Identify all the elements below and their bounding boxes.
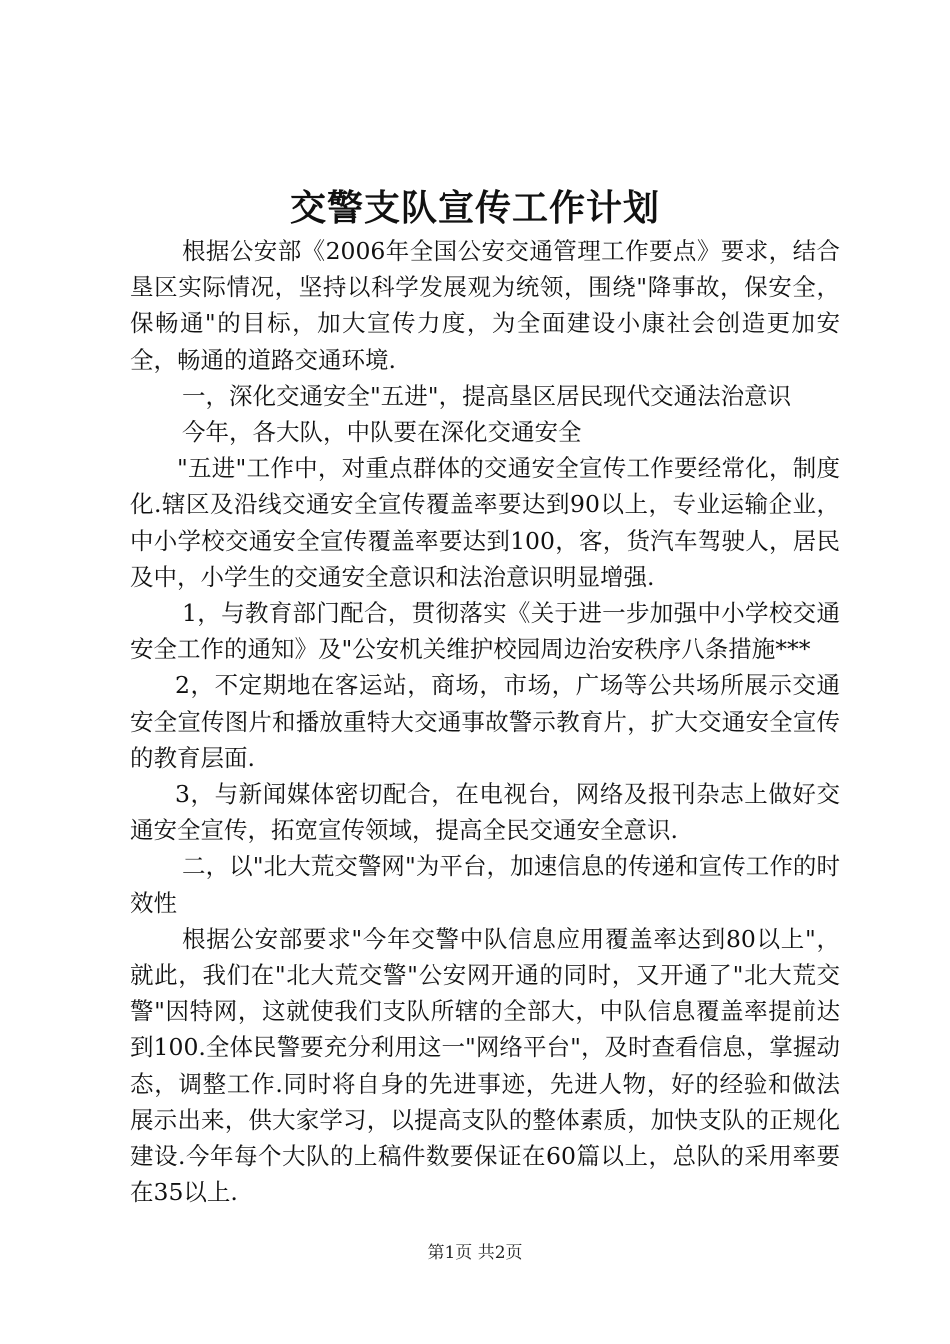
document-body (130, 233, 840, 1210)
list-item: 3，与新闻媒体密切配合，在电视台，网络及报刊杂志上做好交通安全宣传，拓宽宣传领域，提高全民交通安全意识. (130, 780, 840, 845)
list-item: 2，不定期地在客运站，商场，市场，广场等公共场所展示交通安全宣传图片和播放重特大交通事故警示教育片，扩大交通安全宣传的教育层面. (130, 671, 840, 772)
section-heading-2: 二，以"北大荒交警网"为平台，加速信息的传递和宣传工作的时效性 (130, 852, 840, 917)
paragraph: 今年，各大队，中队要在深化交通安全 (182, 418, 582, 447)
list-item: 1，与教育部门配合，贯彻落实《关于进一步加强中小学校交通安全工作的通知》及"公安机关维护校园周边治安秩序八条措施*** (130, 599, 840, 664)
paragraph-intro: 根据公安部《2006年全国公安交通管理工作要点》要求，结合垦区实际情况，坚持以科学发展观为统领，围绕"降事故，保安全，保畅通"的目标，加大宣传力度，为全面建设小康社会创造更加安全，畅通的道路交通环境. (130, 237, 840, 374)
section-heading-1: 一，深化交通安全"五进"，提高垦区居民现代交通法治意识 (182, 381, 792, 410)
page-number-footer: 第1页 共2页 (427, 1243, 523, 1263)
paragraph: 根据公安部要求"今年交警中队信息应用覆盖率达到80以上"，就此，我们在"北大荒交警"公安网开通的同时，又开通了"北大荒交警"因特网，这就使我们支队所辖的全部大，中队信息覆盖率提前达到100.全体民警要充分利用这一"网络平台"，及时查看信息，掌握动态，调整工作.同时将自身的先进事迹，先进人物，好的经验和做法展示出来，供大家学习，以提高支队的整体素质，加快支队的正规化建设.今年每个大队的上稿件数要保证在60篇以上，总队的采用率要在35以上. (130, 924, 840, 1207)
document-title: 交警支队宣传工作计划 (289, 188, 660, 229)
paragraph: "五进"工作中，对重点群体的交通安全宣传工作要经常化，制度化.辖区及沿线交通安全宣传覆盖率要达到90以上，专业运输企业，中小学校交通安全宣传覆盖率要达到100，客，货汽车驾驶人，居民及中，小学生的交通安全意识和法治意识明显增强. (130, 454, 840, 591)
